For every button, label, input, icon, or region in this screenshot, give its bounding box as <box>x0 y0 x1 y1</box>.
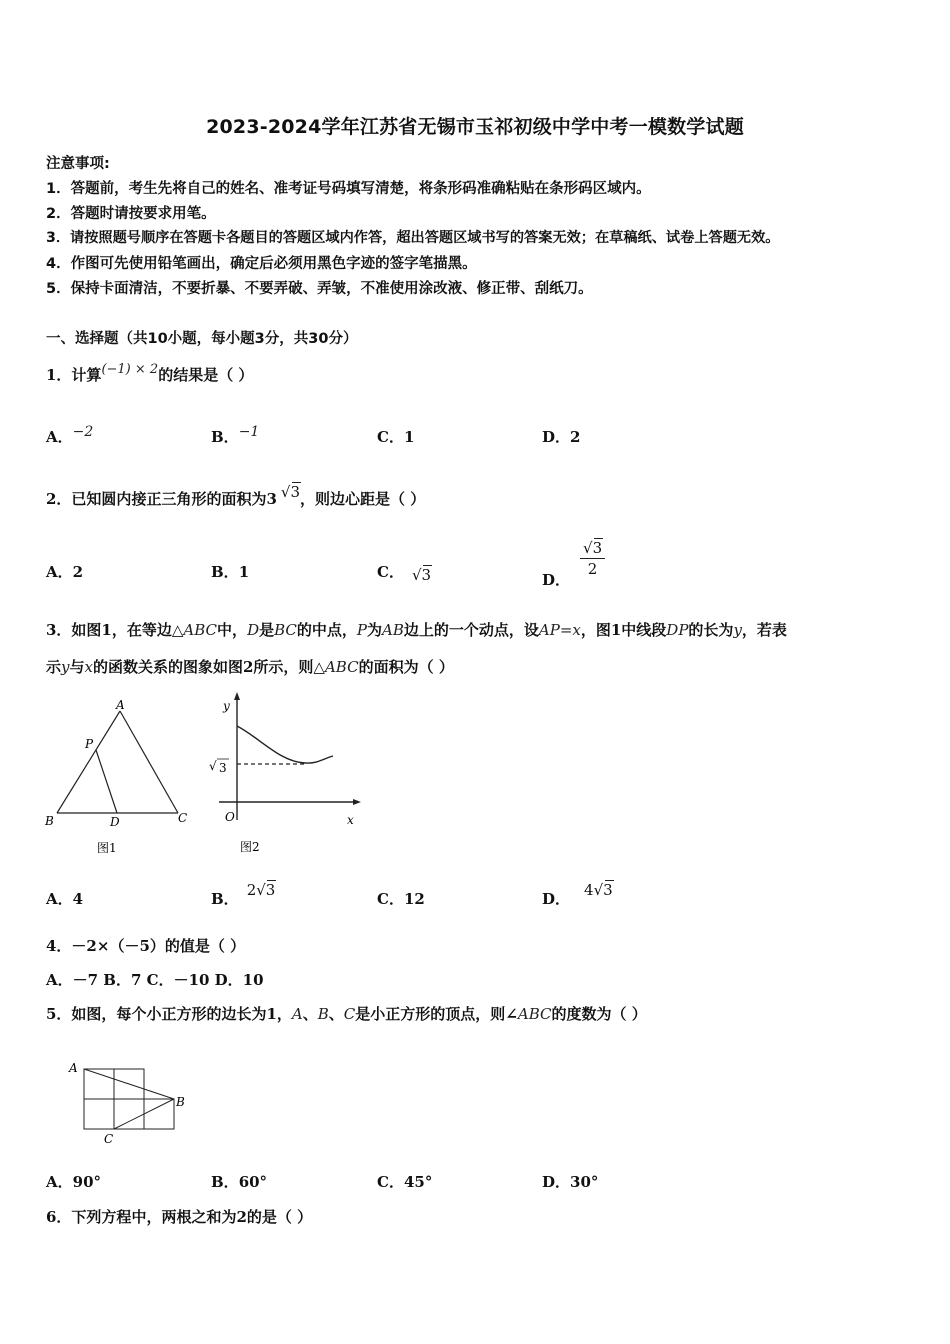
q5-option-a: A．90° <box>46 1173 102 1191</box>
figure-2-graph <box>205 690 370 860</box>
question-2: 2．已知圆内接正三角形的面积为3 √ 3，则边心距是（ ） <box>46 483 426 508</box>
label-c: C <box>178 811 188 825</box>
notice-item: 4．作图可先使用铅笔画出，确定后必须用黑色字迹的签字笔描黑。 <box>46 256 477 272</box>
q3-option-a: A．4 <box>46 890 84 908</box>
sqrt-symbol: √ 3 <box>593 881 613 899</box>
label-y: y <box>223 699 230 713</box>
grid-square <box>114 1099 144 1129</box>
label-x: x <box>347 813 354 827</box>
grid-square <box>84 1099 114 1129</box>
sqrt-symbol: √ <box>209 759 217 773</box>
q2-option-c: C． √ 3 <box>377 563 432 584</box>
q1-option-a: A．−2 <box>46 424 94 446</box>
grid-square <box>144 1099 174 1129</box>
label-a: A <box>69 1061 78 1075</box>
q1-option-b: B．−1 <box>211 424 260 446</box>
figure-grid-angle <box>62 1055 197 1150</box>
side-ab <box>57 711 120 813</box>
label-p: P <box>85 737 94 751</box>
q5-option-d: D．30° <box>542 1173 599 1191</box>
segment-dp <box>96 750 117 813</box>
notice-item: 2．答题时请按要求用笔。 <box>46 206 216 222</box>
q5-option-c: C．45° <box>377 1173 433 1191</box>
function-curve <box>237 726 333 763</box>
x-axis-arrow <box>353 799 361 805</box>
q3-option-b: B． 2√ 3 <box>211 881 276 908</box>
q2-option-b: B．1 <box>211 563 250 581</box>
figure-1-triangle <box>40 695 200 860</box>
q3-option-c: C．12 <box>377 890 425 908</box>
notice-item: 3．请按照题号顺序在答题卡各题目的答题区域内作答，超出答题区域书写的答案无效；在草稿纸、试卷上答题无效。 <box>46 230 780 246</box>
question-1 <box>46 364 253 385</box>
section-heading: 一、选择题（共10小题，每小题3分，共30分） <box>46 331 358 347</box>
y-axis-arrow <box>234 692 240 700</box>
page-title: 2023-2024学年江苏省无锡市玉祁初级中学中考一模数学试题 <box>206 116 744 138</box>
q1-option-c: C．1 <box>377 428 415 446</box>
label-a: A <box>116 698 125 712</box>
question-3-line-1: 3．如图1，在等边△ABC中，D是BC的中点，P为AB边上的一个动点，设AP=x，图1中线段DP的长为y，若表 <box>46 621 787 639</box>
q3-option-d: D． 4√ 3 <box>542 881 613 908</box>
label-b: B <box>45 814 54 828</box>
q5-option-b: B．60° <box>211 1173 268 1191</box>
q1-expression: (−1) × 2 <box>101 362 159 377</box>
segment-ab <box>84 1069 174 1099</box>
label-d: D <box>110 815 120 829</box>
question-6: 6．下列方程中，两根之和为2的是（ ） <box>46 1208 313 1226</box>
label-c: C <box>104 1132 114 1146</box>
label-o: O <box>225 810 235 824</box>
q2-option-d: D． √ 3 2 <box>542 539 605 578</box>
question-3-line-2: 示y与x的函数关系的图象如图2所示，则△ABC的面积为（ ） <box>46 658 454 676</box>
notice-item: 1．答题前，考生先将自己的姓名、准考证号码填写清楚，将条形码准确粘贴在条形码区域内。 <box>46 181 651 197</box>
label-b: B <box>176 1095 185 1109</box>
q1-option-d: D．2 <box>542 428 581 446</box>
question-4: 4．－2×（－5）的值是（ ） <box>46 937 246 955</box>
notice-heading: 注意事项: <box>46 156 110 172</box>
sqrt-symbol: √ 3 <box>411 566 432 584</box>
sqrt-symbol: √ 3 <box>280 483 300 501</box>
q4-options: A．－7 B．7 C．－10 D．10 <box>46 971 264 989</box>
notice-item: 5．保持卡面清洁，不要折暴、不要弄破、弄皱，不准使用涂改液、修正带、刮纸刀。 <box>46 281 593 297</box>
side-ac <box>120 711 178 813</box>
label-sqrt-3: 3 <box>219 761 227 775</box>
figure-1-caption: 图1 <box>97 841 117 855</box>
question-5: 5．如图，每个小正方形的边长为1，A、B、C是小正方形的顶点，则∠ABC的度数为（ ） <box>46 1005 647 1023</box>
q1-prefix: 1．计算 <box>46 366 102 384</box>
q1-suffix: 的结果是（ ） <box>158 366 254 384</box>
figure-2-caption: 图2 <box>240 840 260 854</box>
fraction: √ 3 2 <box>580 539 605 578</box>
q2-option-a: A．2 <box>46 563 84 581</box>
sqrt-symbol: √ 3 <box>256 881 276 899</box>
